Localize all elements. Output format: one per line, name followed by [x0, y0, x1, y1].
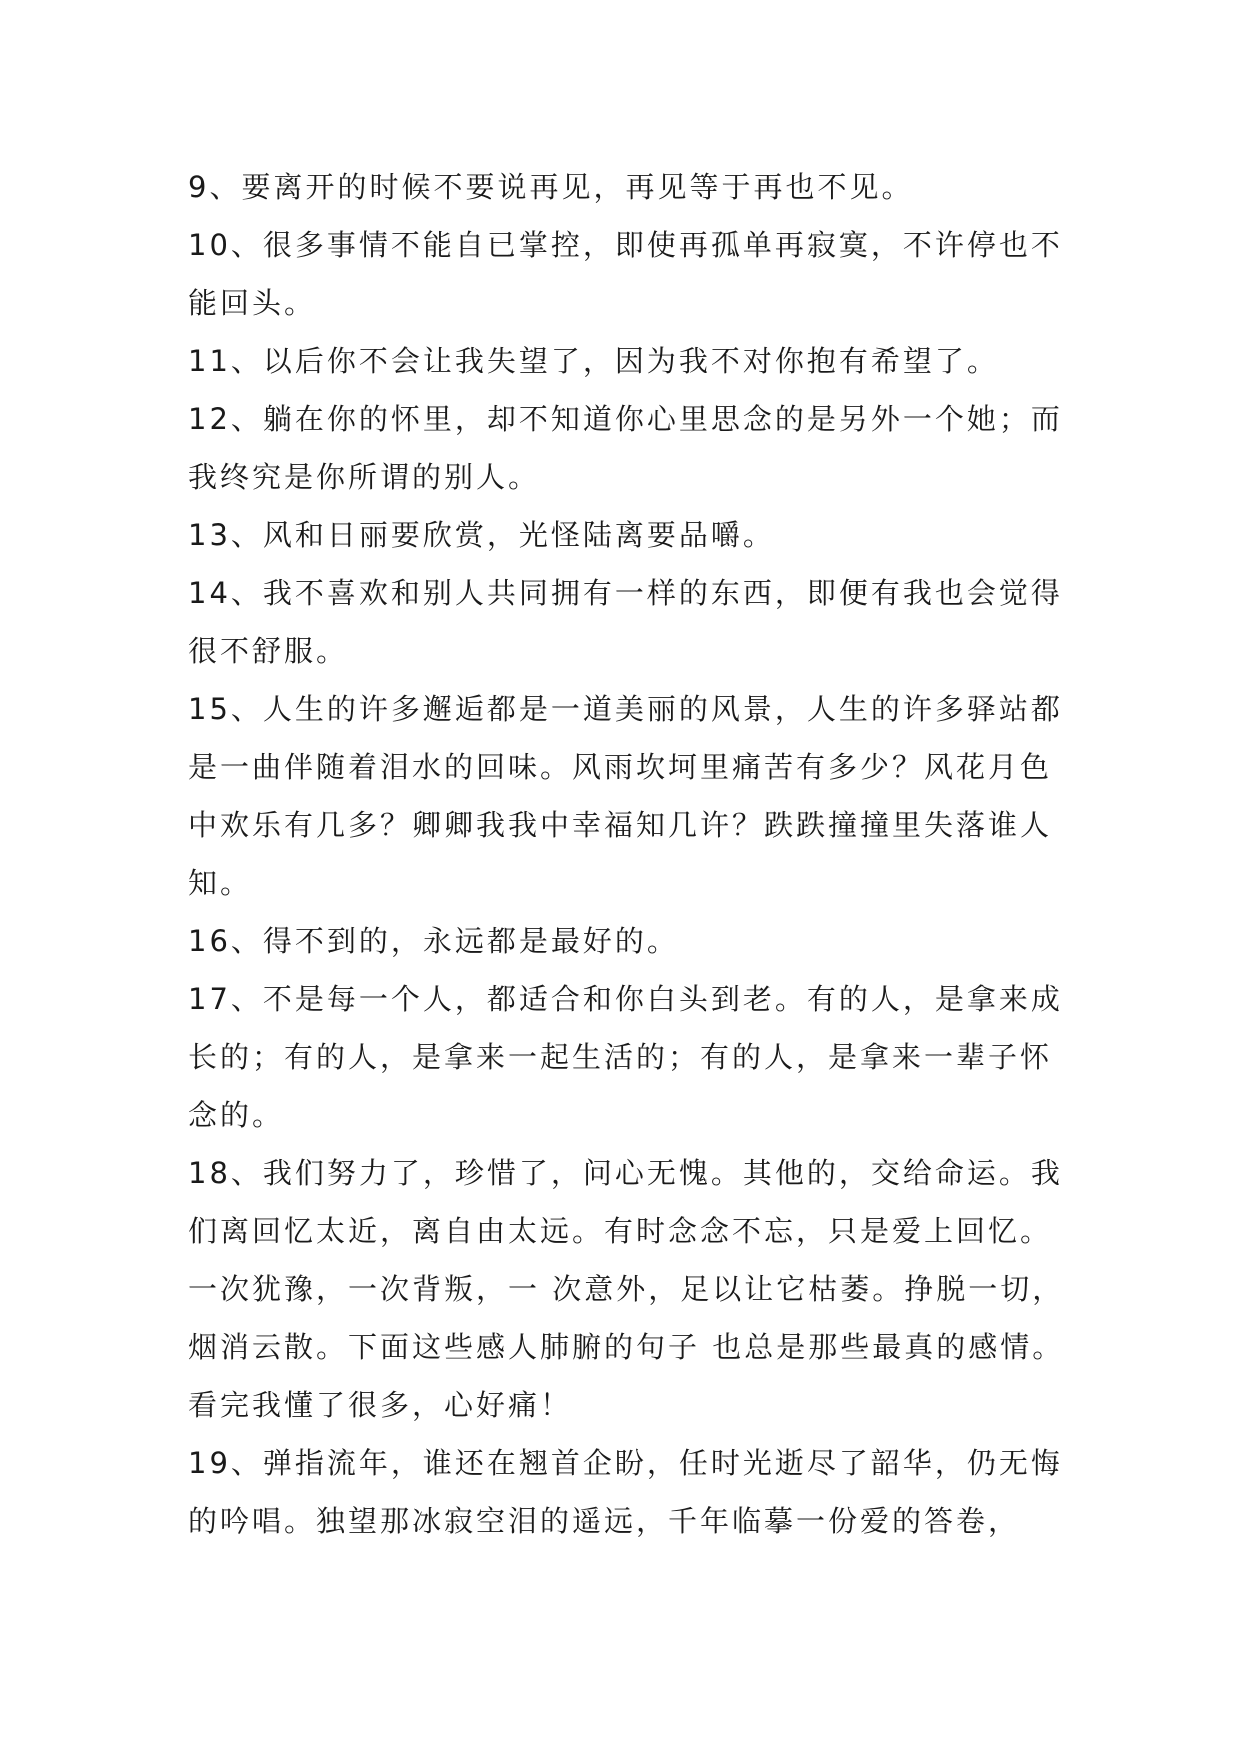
paragraph-17: 17、不是每一个人，都适合和你白头到老。有的人，是拿来成长的；有的人，是拿来一起生活的；有的人，是拿来一辈子怀念的。 — [188, 982, 1063, 1132]
paragraph-19: 19、弹指流年，谁还在翘首企盼，任时光逝尽了韶华，仍无悔的吟唱。独望那冰寂空泪的遥远，千年临摹一份爱的答卷， — [188, 1446, 1063, 1538]
paragraph-13: 13、风和日丽要欣赏，光怪陆离要品嚼。 — [188, 518, 775, 552]
paragraph-10: 10、很多事情不能自已掌控，即使再孤单再寂寞，不许停也不能回头。 — [188, 228, 1063, 320]
paragraph-11: 11、以后你不会让我失望了，因为我不对你抱有希望了。 — [188, 344, 999, 378]
paragraph-9: 9、要离开的时候不要说再见，再见等于再也不见。 — [188, 170, 914, 204]
paragraph-14: 14、我不喜欢和别人共同拥有一样的东西，即便有我也会觉得很不舒服。 — [188, 576, 1063, 668]
paragraph-18: 18、我们努力了，珍惜了，问心无愧。其他的，交给命运。我们离回忆太近，离自由太远。有时念念不忘，只是爱上回忆。一次犹豫，一次背叛，一 次意外，足以让它枯萎。挣脱一切，烟消云散。下面这些感人肺腑的句子 也总是那些最真的感情。看完我懂了很多，心好痛！ — [188, 1156, 1065, 1422]
paragraph-15: 15、人生的许多邂逅都是一道美丽的风景，人生的许多驿站都是一曲伴随着泪水的回味。风雨坎坷里痛苦有多少？风花月色中欢乐有几多？卿卿我我中幸福知几许？跌跌撞撞里失落谁人知。 — [188, 692, 1063, 900]
document-body — [188, 158, 1068, 1550]
paragraph-16: 16、得不到的，永远都是最好的。 — [188, 924, 679, 958]
paragraph-12: 12、躺在你的怀里，却不知道你心里思念的是另外一个她；而我终究是你所谓的别人。 — [188, 402, 1063, 494]
